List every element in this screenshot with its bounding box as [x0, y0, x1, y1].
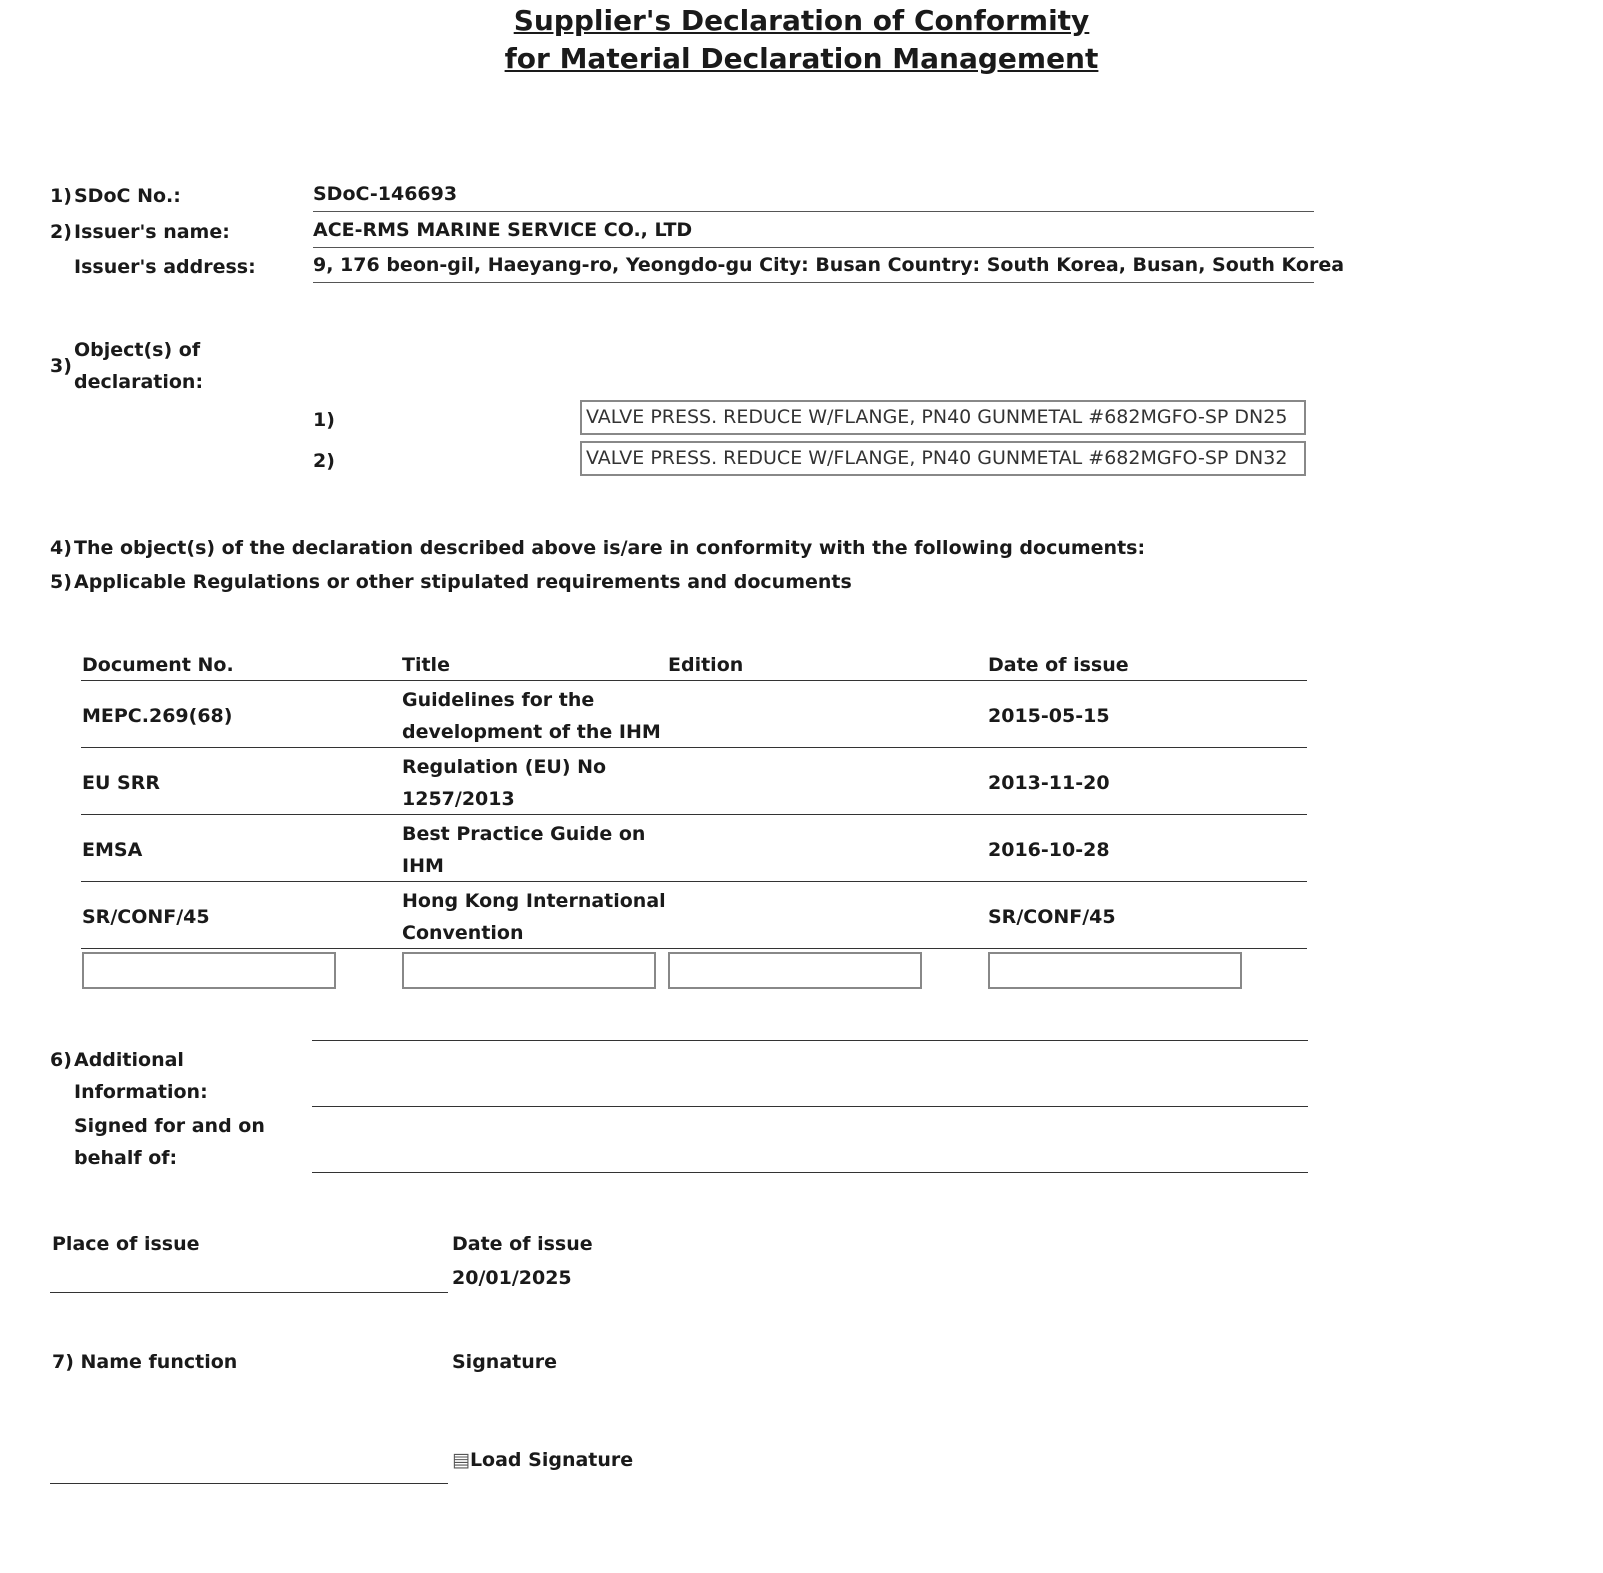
- place-of-issue-line: [50, 1292, 448, 1293]
- table-divider: [81, 680, 1307, 681]
- cell-title-line1: Guidelines for the: [402, 689, 595, 711]
- document-title-line1: Supplier's Declaration of Conformity: [513, 4, 1090, 37]
- cell-date: 2016-10-28: [988, 839, 1110, 861]
- date-of-issue-label: Date of issue: [452, 1233, 593, 1255]
- list-icon: ▤: [452, 1449, 470, 1471]
- issuer-name-value: ACE-RMS MARINE SERVICE CO., LTD: [313, 213, 1314, 248]
- cell-document-no: EU SRR: [82, 772, 160, 794]
- field-number: 4): [50, 537, 72, 559]
- table-divider: [81, 881, 1307, 882]
- field-number: 6): [50, 1049, 72, 1071]
- issuer-address-label: Issuer's address:: [74, 256, 256, 278]
- col-header-document-no: Document No.: [82, 654, 234, 676]
- object-item-field[interactable]: VALVE PRESS. REDUCE W/FLANGE, PN40 GUNMETAL #682MGFO-SP DN32: [580, 441, 1306, 476]
- cell-title-line1: Best Practice Guide on: [402, 823, 646, 845]
- load-signature-label: Load Signature: [469, 1449, 634, 1471]
- conformity-statement: The object(s) of the declaration described above is/are in conformity with the following documents:: [74, 537, 1146, 559]
- signature-label: Signature: [452, 1351, 558, 1373]
- field-number: 3): [50, 355, 72, 377]
- cell-document-no: SR/CONF/45: [82, 906, 210, 928]
- document-title-line2: for Material Declaration Management: [504, 42, 1099, 75]
- cell-document-no: MEPC.269(68): [82, 705, 233, 727]
- date-of-issue-value: 20/01/2025: [452, 1267, 572, 1289]
- sdoc-no-value: SDoC-146693: [313, 177, 1314, 212]
- new-date-input[interactable]: [988, 952, 1242, 989]
- new-title-input[interactable]: [402, 952, 656, 989]
- additional-info-label-line1: Additional: [74, 1049, 184, 1071]
- issuer-name-label: Issuer's name:: [74, 221, 230, 243]
- cell-title-line2: development of the IHM: [402, 721, 661, 743]
- new-document-no-input[interactable]: [82, 952, 336, 989]
- field-number: 1): [50, 185, 72, 207]
- cell-date: 2013-11-20: [988, 772, 1110, 794]
- objects-label-line2: declaration:: [74, 371, 204, 393]
- cell-title-line2: 1257/2013: [402, 788, 515, 810]
- objects-label-line1: Object(s) of: [74, 339, 201, 361]
- table-divider: [81, 814, 1307, 815]
- col-header-edition: Edition: [668, 654, 744, 676]
- additional-info-line[interactable]: [312, 1040, 1308, 1041]
- col-header-title: Title: [402, 654, 450, 676]
- cell-title-line1: Hong Kong International: [402, 890, 666, 912]
- signed-for-label-line1: Signed for and on: [74, 1115, 265, 1137]
- object-item-number: 2): [313, 450, 335, 472]
- cell-document-no: EMSA: [82, 839, 143, 861]
- col-header-date-of-issue: Date of issue: [988, 654, 1129, 676]
- new-edition-input[interactable]: [668, 952, 922, 989]
- place-of-issue-label: Place of issue: [52, 1233, 200, 1255]
- signed-for-label-line2: behalf of:: [74, 1147, 178, 1169]
- sdoc-no-label: SDoC No.:: [74, 185, 181, 207]
- issuer-address-value: 9, 176 beon-gil, Haeyang-ro, Yeongdo-gu City: Busan Country: South Korea, Busan, South Korea: [313, 248, 1314, 283]
- name-function-line[interactable]: [50, 1483, 448, 1484]
- additional-info-line[interactable]: [312, 1106, 1308, 1107]
- cell-title-line1: Regulation (EU) No: [402, 756, 607, 778]
- cell-title-line2: IHM: [402, 855, 444, 877]
- applicable-regulations-heading: Applicable Regulations or other stipulated requirements and documents: [74, 571, 852, 593]
- additional-info-label-line2: Information:: [74, 1081, 208, 1103]
- object-item-number: 1): [313, 409, 335, 431]
- signed-for-line[interactable]: [312, 1172, 1308, 1173]
- table-divider: [81, 948, 1307, 949]
- load-signature-button[interactable]: [452, 1444, 633, 1476]
- field-number: 2): [50, 221, 72, 243]
- cell-title-line2: Convention: [402, 922, 524, 944]
- name-function-label: 7) Name function: [52, 1351, 238, 1373]
- field-number: 5): [50, 571, 72, 593]
- cell-date: SR/CONF/45: [988, 906, 1116, 928]
- table-divider: [81, 747, 1307, 748]
- object-item-field[interactable]: VALVE PRESS. REDUCE W/FLANGE, PN40 GUNMETAL #682MGFO-SP DN25: [580, 400, 1306, 435]
- cell-date: 2015-05-15: [988, 705, 1110, 727]
